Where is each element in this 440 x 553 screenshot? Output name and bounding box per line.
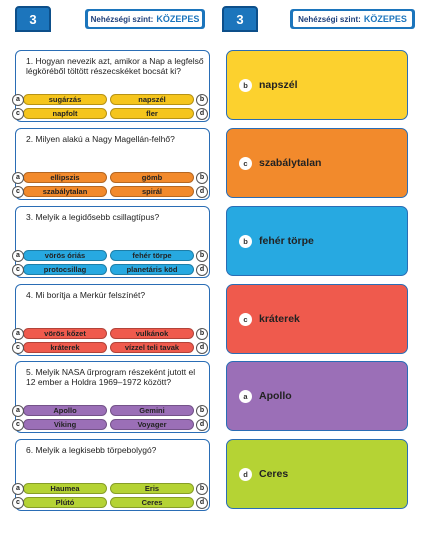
answer-card [226, 361, 408, 431]
option-letter-badge: d [196, 186, 208, 198]
answer-option-b[interactable]: Eris [110, 483, 194, 494]
option-letter-badge: b [196, 483, 208, 495]
option-letter-badge: d [196, 419, 208, 431]
answer-letter-badge: b [239, 235, 252, 248]
answer-text: kráterek [259, 313, 300, 325]
answer-letter-badge: c [239, 313, 252, 326]
option-letter-badge: b [196, 328, 208, 340]
option-letter-badge: b [196, 94, 208, 106]
answer-option-a[interactable]: Apollo [23, 405, 107, 416]
answer-option-a[interactable]: sugárzás [23, 94, 107, 105]
option-letter-badge: c [12, 342, 24, 354]
answer-option-a[interactable]: ellipszis [23, 172, 107, 183]
option-letter-badge: a [12, 94, 24, 106]
option-letter-badge: a [12, 405, 24, 417]
answer-text: fehér törpe [259, 235, 314, 247]
answer-letter-badge: c [239, 157, 252, 170]
option-letter-badge: d [196, 108, 208, 120]
card-number: 3 [29, 11, 37, 27]
option-letter-badge: a [12, 328, 24, 340]
answer-option-c[interactable]: kráterek [23, 342, 107, 353]
question-text: 6. Melyik a legkisebb törpebolygó? [26, 445, 157, 455]
level-pill [290, 9, 415, 29]
card-number-badge [222, 6, 258, 32]
question-text: 1. Hogyan nevezik azt, amikor a Nap a legfelső légköréből töltött részecskéket bocsát ki? [26, 56, 204, 76]
option-letter-badge: b [196, 172, 208, 184]
option-letter-badge: c [12, 108, 24, 120]
question-text: 3. Melyik a legidősebb csillagtípus? [26, 212, 160, 222]
answer-text: szabálytalan [259, 157, 322, 169]
question-text: 2. Milyen alakú a Nagy Magellán-felhő? [26, 134, 175, 144]
answer-option-b[interactable]: napszél [110, 94, 194, 105]
level-pill [85, 9, 205, 29]
option-letter-badge: b [196, 405, 208, 417]
answer-option-d[interactable]: Ceres [110, 497, 194, 508]
answer-letter-badge: b [239, 79, 252, 92]
answer-option-a[interactable]: vörös óriás [23, 250, 107, 261]
answer-option-a[interactable]: vörös kőzet [23, 328, 107, 339]
answer-card [226, 439, 408, 509]
answer-option-d[interactable]: spirál [110, 186, 194, 197]
answer-card [226, 128, 408, 198]
option-letter-badge: d [196, 497, 208, 509]
option-letter-badge: b [196, 250, 208, 262]
answer-card [226, 284, 408, 354]
answer-option-c[interactable]: protocsillag [23, 264, 107, 275]
option-letter-badge: c [12, 186, 24, 198]
answer-option-b[interactable]: Gemini [110, 405, 194, 416]
answer-option-c[interactable]: Viking [23, 419, 107, 430]
answer-option-b[interactable]: gömb [110, 172, 194, 183]
card-number: 3 [236, 11, 244, 27]
card-number-badge [15, 6, 51, 32]
answer-text: Ceres [259, 468, 289, 480]
answer-card [226, 206, 408, 276]
left-card-header [0, 6, 215, 32]
option-letter-badge: a [12, 483, 24, 495]
answer-letter-badge: d [239, 468, 252, 481]
option-letter-badge: a [12, 250, 24, 262]
answer-text: Apollo [259, 390, 292, 402]
option-letter-badge: d [196, 264, 208, 276]
right-card-header [220, 6, 440, 32]
answer-option-d[interactable]: vízzel teli tavak [110, 342, 194, 353]
answer-card [226, 50, 408, 120]
level-value: KÖZEPES [363, 14, 407, 24]
option-letter-badge: a [12, 172, 24, 184]
question-text: 5. Melyik NASA űrprogram részeként jutott el 12 ember a Holdra 1969–1972 között? [26, 367, 196, 387]
answer-text: napszél [259, 79, 298, 91]
option-letter-badge: c [12, 264, 24, 276]
answer-option-a[interactable]: Haumea [23, 483, 107, 494]
question-text: 4. Mi borítja a Merkúr felszínét? [26, 290, 146, 300]
option-letter-badge: d [196, 342, 208, 354]
answer-option-d[interactable]: Voyager [110, 419, 194, 430]
level-label: Nehézségi szint: [90, 14, 154, 24]
level-value: KÖZEPES [156, 14, 200, 24]
level-label: Nehézségi szint: [298, 14, 361, 24]
answer-option-b[interactable]: vulkánok [110, 328, 194, 339]
answer-option-d[interactable]: planetáris köd [110, 264, 194, 275]
answer-option-b[interactable]: fehér törpe [110, 250, 194, 261]
answer-option-c[interactable]: szabálytalan [23, 186, 107, 197]
option-letter-badge: c [12, 497, 24, 509]
answer-option-c[interactable]: napfolt [23, 108, 107, 119]
answer-option-d[interactable]: fler [110, 108, 194, 119]
answer-option-c[interactable]: Plútó [23, 497, 107, 508]
option-letter-badge: c [12, 419, 24, 431]
answer-letter-badge: a [239, 390, 252, 403]
